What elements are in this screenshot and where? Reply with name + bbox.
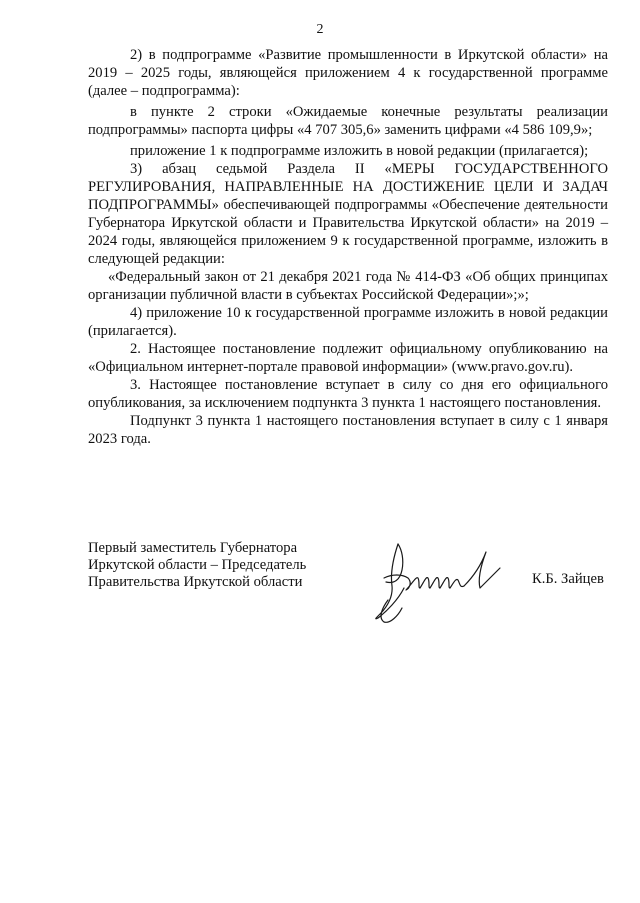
paragraph-subpoint-effective-date: Подпункт 3 пункта 1 настоящего постановления вступает в силу с 1 января 2023 года. xyxy=(88,413,608,447)
paragraph-publication: 2. Настоящее постановление подлежит официальному опубликованию на «Официальном интернет-портале правовой информации» (www.pravo.gov.ru). xyxy=(88,341,608,375)
handwritten-signature xyxy=(368,538,518,624)
signatory-title-line: Иркутской области – Председатель xyxy=(88,557,307,573)
paragraph-section-ii: 3) абзац седьмой Раздела II «МЕРЫ ГОСУДАРСТВЕННОГО РЕГУЛИРОВАНИЯ, НАПРАВЛЕННЫЕ НА ДОСТИЖЕНИЕ ЦЕЛИ И ЗАДАЧ ПОДПРОГРАММЫ» обеспечивающей подпрограммы «Обеспечение деятельности Губернатора Иркутской области и Правительства Иркутской области» на 2019 – 2024 годы, являющейся приложением 9 к государственной программе, изложить в следующей редакции: xyxy=(88,161,608,267)
paragraph-subprogram-intro: 2) в подпрограмме «Развитие промышленности в Иркутской области» на 2019 – 2025 годы, являющейся приложением 4 к государственной программе (далее – подпрограмма): xyxy=(88,47,608,99)
signatory-title xyxy=(88,540,328,591)
signatory-name: К.Б. Зайцев xyxy=(532,571,604,587)
paragraph-appendix-1: приложение 1 к подпрограмме изложить в новой редакции (прилагается); xyxy=(130,143,589,159)
signatory-title-line: Первый заместитель Губернатора xyxy=(88,540,298,556)
paragraph-appendix-10: 4) приложение 10 к государственной программе изложить в новой редакции (прилагается). xyxy=(88,305,608,339)
document-body xyxy=(88,46,608,448)
paragraph-federal-law: «Федеральный закон от 21 декабря 2021 года № 414-ФЗ «Об общих принципах организации публичной власти в субъектах Российской Федерации»;»; xyxy=(88,269,608,303)
page-number: 2 xyxy=(316,22,324,37)
signatory-title-line: Правительства Иркутской области xyxy=(88,574,303,590)
paragraph-entry-into-force: 3. Настоящее постановление вступает в силу со дня его официального опубликования, за исключением подпункта 3 пункта 1 настоящего постановления. xyxy=(88,377,608,411)
paragraph-figures-replacement: в пункте 2 строки «Ожидаемые конечные результаты реализации подпрограммы» паспорта цифры «4 707 305,6» заменить цифрами «4 586 109,9»; xyxy=(88,104,608,138)
